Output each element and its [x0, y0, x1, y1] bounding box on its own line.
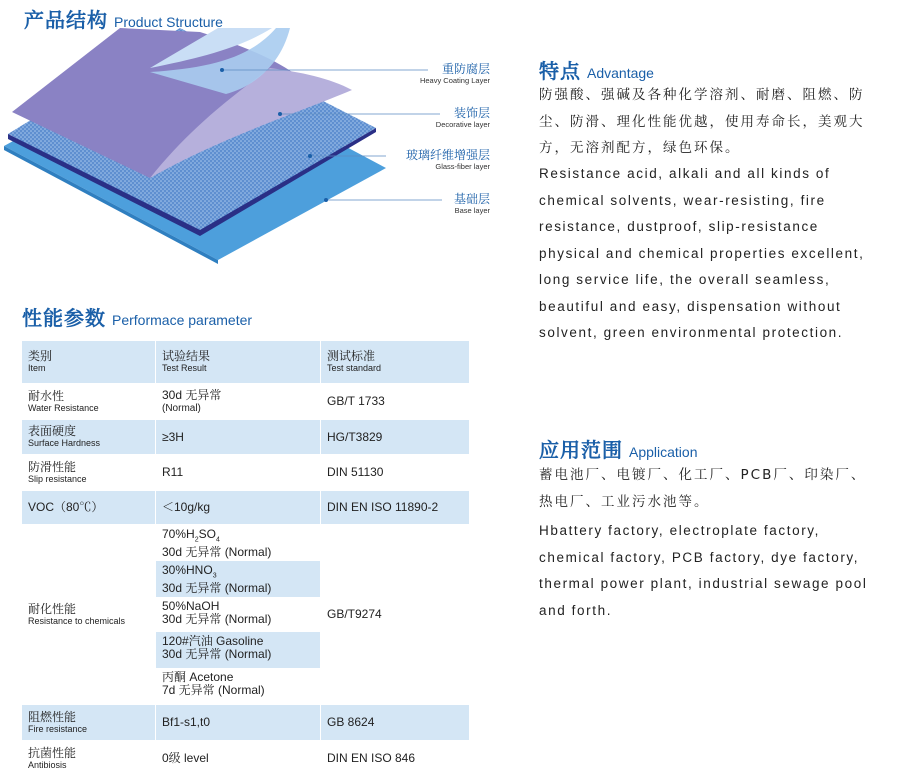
row-voc-result: ＜10g/kg — [156, 491, 321, 525]
chem-gasoline-name: 120#汽油 Gasoline — [162, 634, 264, 648]
advantage-en-line: Resistance acid, alkali and all kinds of — [539, 166, 831, 181]
callout-fiber — [380, 148, 490, 172]
advantage-zh-line: 方，无溶剂配方，绿色环保。 — [539, 140, 741, 156]
callout-decorative-zh: 装饰层 — [453, 106, 490, 120]
row-slip-item — [22, 455, 156, 491]
performance-title-zh: 性能参数 — [22, 306, 106, 330]
leader-base-dot — [324, 198, 328, 202]
application-text-en — [539, 518, 879, 624]
row-chem-results — [156, 525, 321, 705]
row-slip-zh: 防滑性能 — [28, 459, 77, 474]
row-water-result-line1: 30d 无异常 — [162, 387, 222, 402]
row-fire-standard: GB 8624 — [321, 705, 470, 741]
performance-title-en: Performace parameter — [112, 312, 253, 328]
leader-fiber-dot — [308, 154, 312, 158]
product-structure-title-en: Product Structure — [114, 14, 223, 30]
header-standard-en: Test standard — [327, 363, 382, 373]
advantage-title-zh: 特点 — [539, 59, 581, 83]
chem-nitric-sub3: 3 — [212, 572, 217, 580]
chem-sulfuric-result: 30d 无异常 (Normal) — [162, 545, 272, 560]
row-antibiosis-en: Antibiosis — [28, 759, 67, 770]
advantage-text-zh — [539, 82, 879, 162]
application-zh-line: 蓄电池厂、电镀厂、化工厂、PCB厂、印染厂、 — [539, 467, 867, 483]
chem-nitric-name — [162, 564, 314, 582]
chem-naoh-name: 50%NaOH — [162, 599, 220, 613]
advantage-en-line: chemical solvents, wear-resisting, fire — [539, 192, 826, 208]
header-standard-zh: 测试标准 — [327, 349, 376, 363]
callout-base-zh: 基础层 — [453, 192, 490, 206]
row-hardness-result: ≥3H — [156, 420, 321, 455]
application-title — [539, 434, 698, 463]
chem-nitric — [156, 561, 320, 597]
product-structure-title-zh: 产品结构 — [24, 8, 108, 32]
row-voc-item: VOC（80℃） — [22, 491, 156, 525]
application-title-zh: 应用范围 — [539, 438, 623, 462]
chem-sulfuric-sub2: 2 — [194, 536, 199, 544]
row-fire-item — [22, 705, 156, 741]
row-water-standard: GB/T 1733 — [321, 384, 470, 420]
chem-sulfuric-a: 70%H — [162, 527, 195, 541]
chem-sulfuric — [156, 525, 320, 561]
row-chem-zh: 耐化性能 — [28, 601, 77, 616]
header-result-zh: 试验结果 — [162, 349, 211, 363]
row-hardness-en: Surface Hardness — [28, 438, 101, 448]
callout-coating — [400, 62, 490, 86]
row-hardness-standard: HG/T3829 — [321, 420, 470, 455]
advantage-en-line: long service life, the overall seamless, — [539, 272, 831, 287]
advantage-zh-line: 防强酸、强碱及各种化学溶剂、耐磨、阻燃、防 — [539, 87, 865, 103]
row-water-en: Water Resistance — [28, 402, 99, 413]
chem-nitric-a: 30%HNO — [162, 563, 213, 577]
application-text-zh — [539, 462, 879, 515]
application-en-line: and forth. — [539, 602, 613, 618]
row-chem-standard: GB/T9274 — [321, 525, 470, 705]
chem-sulfuric-name — [162, 528, 314, 546]
row-hardness-zh: 表面硬度 — [28, 424, 77, 438]
callout-coating-en: Heavy Coating Layer — [419, 76, 490, 85]
row-slip-standard: DIN 51130 — [321, 455, 470, 491]
row-antibiosis-zh: 抗菌性能 — [28, 745, 77, 760]
advantage-en-line: physical and chemical properties excellent, — [539, 245, 865, 261]
header-result-en: Test Result — [162, 363, 207, 373]
chem-naoh-result: 30d 无异常 (Normal) — [162, 612, 272, 626]
advantage-zh-line: 尘、防滑、理化性能优越，使用寿命长，美观大 — [539, 113, 865, 130]
row-water-zh: 耐水性 — [28, 388, 65, 403]
callout-base-en: Base layer — [454, 206, 490, 215]
chem-sulfuric-sub4: 4 — [215, 536, 220, 544]
row-voc-standard: DIN EN ISO 11890-2 — [321, 491, 470, 525]
row-water-result-line2: (Normal) — [162, 402, 201, 414]
row-chem-en: Resistance to chemicals — [28, 615, 126, 626]
row-water-item — [22, 384, 156, 420]
table-row — [22, 384, 469, 420]
row-antibiosis-result: 0级 level — [156, 741, 321, 777]
row-fire-en: Fire resistance — [28, 723, 88, 734]
row-hardness-item — [22, 420, 156, 455]
table-row-chemicals — [22, 525, 469, 705]
callout-decorative — [400, 106, 490, 130]
row-fire-result: Bf1-s1,t0 — [156, 705, 321, 741]
table-row — [22, 491, 469, 525]
table-header-row — [22, 341, 469, 384]
chem-gasoline-result: 30d 无异常 (Normal) — [162, 647, 272, 661]
leader-coating-dot — [220, 68, 224, 72]
advantage-en-line: resistance, dustproof, slip-resistance — [539, 219, 819, 234]
callout-decorative-en: Decorative layer — [435, 120, 490, 129]
callout-base — [400, 192, 490, 216]
performance-table — [22, 340, 469, 777]
chem-naoh — [156, 597, 320, 632]
row-chem-item — [22, 525, 156, 705]
chem-acetone-result: 7d 无异常 (Normal) — [162, 683, 265, 697]
header-result — [156, 341, 321, 384]
header-standard — [321, 341, 470, 384]
application-en-line: Hbattery factory, electroplate factory, — [539, 523, 820, 538]
row-fire-zh: 阻燃性能 — [28, 709, 77, 724]
advantage-title-en: Advantage — [587, 65, 654, 81]
row-water-result — [156, 384, 321, 420]
table-row — [22, 420, 469, 455]
advantage-text-en — [539, 161, 879, 347]
application-en-line: chemical factory, PCB factory, dye factory, — [539, 549, 860, 565]
callout-fiber-zh: 玻璃纤维增强层 — [405, 148, 490, 162]
chem-sulfuric-c: SO — [198, 527, 216, 541]
row-slip-result: R11 — [156, 455, 321, 491]
advantage-en-line: beautiful and easy, dispensation without — [539, 298, 842, 314]
header-item-zh: 类别 — [28, 349, 53, 363]
callout-coating-zh: 重防腐层 — [441, 62, 490, 76]
performance-title — [22, 302, 252, 331]
header-item — [22, 341, 156, 384]
application-title-en: Application — [629, 444, 698, 460]
advantage-title — [539, 55, 654, 84]
advantage-en-line: solvent, green environmental protection. — [539, 325, 844, 340]
row-antibiosis-standard: DIN EN ISO 846 — [321, 741, 470, 777]
chem-acetone-name: 丙酮 Acetone — [162, 670, 234, 684]
row-antibiosis-item — [22, 741, 156, 777]
callout-fiber-en: Glass-fiber layer — [435, 162, 490, 171]
application-en-line: thermal power plant, industrial sewage pool — [539, 576, 868, 591]
header-item-en: Item — [28, 363, 46, 373]
application-zh-line: 热电厂、工业污水池等。 — [539, 493, 710, 510]
table-row — [22, 455, 469, 491]
leader-decorative-dot — [278, 112, 282, 116]
chem-nitric-result: 30d 无异常 (Normal) — [162, 581, 272, 596]
table-row — [22, 705, 469, 741]
chem-acetone — [156, 668, 320, 704]
chem-gasoline — [156, 632, 320, 668]
table-row — [22, 741, 469, 777]
row-slip-en: Slip resistance — [28, 473, 87, 484]
